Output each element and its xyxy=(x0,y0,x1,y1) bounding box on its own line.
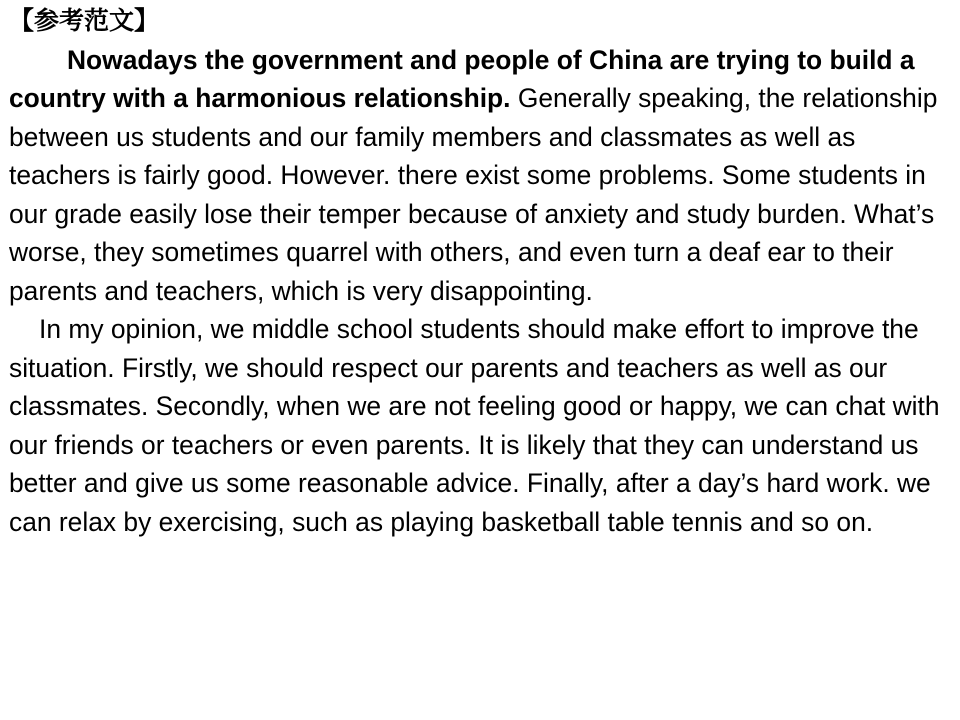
essay-heading: 【参考范文】 xyxy=(9,6,160,35)
paragraph-1-bold-lead: Nowadays the government and people of China are trying to build a country with a harmonious relationship. xyxy=(9,44,915,113)
essay-body xyxy=(9,2,954,541)
paragraph-2 xyxy=(9,310,954,541)
paragraph-2-text: In my opinion, we middle school students should make effort to improve the situation. Firstly, we should respect our parents and teachers as well as our classmates. Secondly, when we are not feeling good or happy, we can chat with our friends or teachers or even parents. It is likely that they can understand us better and give us some reasonable advice. Finally, after a day’s hard work. we can relax by exercising, such as playing basketball table tennis and so on. xyxy=(9,314,940,537)
paragraph-1-text: Generally speaking, the relationship between us students and our family members and classmates as well as teachers is fairly good. However. there exist some problems. Some students in our grade easily lose their temper because of anxiety and study burden. What’s worse, they sometimes quarrel with others, and even turn a deaf ear to their parents and teachers, which is very disappointing. xyxy=(9,83,938,306)
paragraph-1 xyxy=(9,41,954,311)
